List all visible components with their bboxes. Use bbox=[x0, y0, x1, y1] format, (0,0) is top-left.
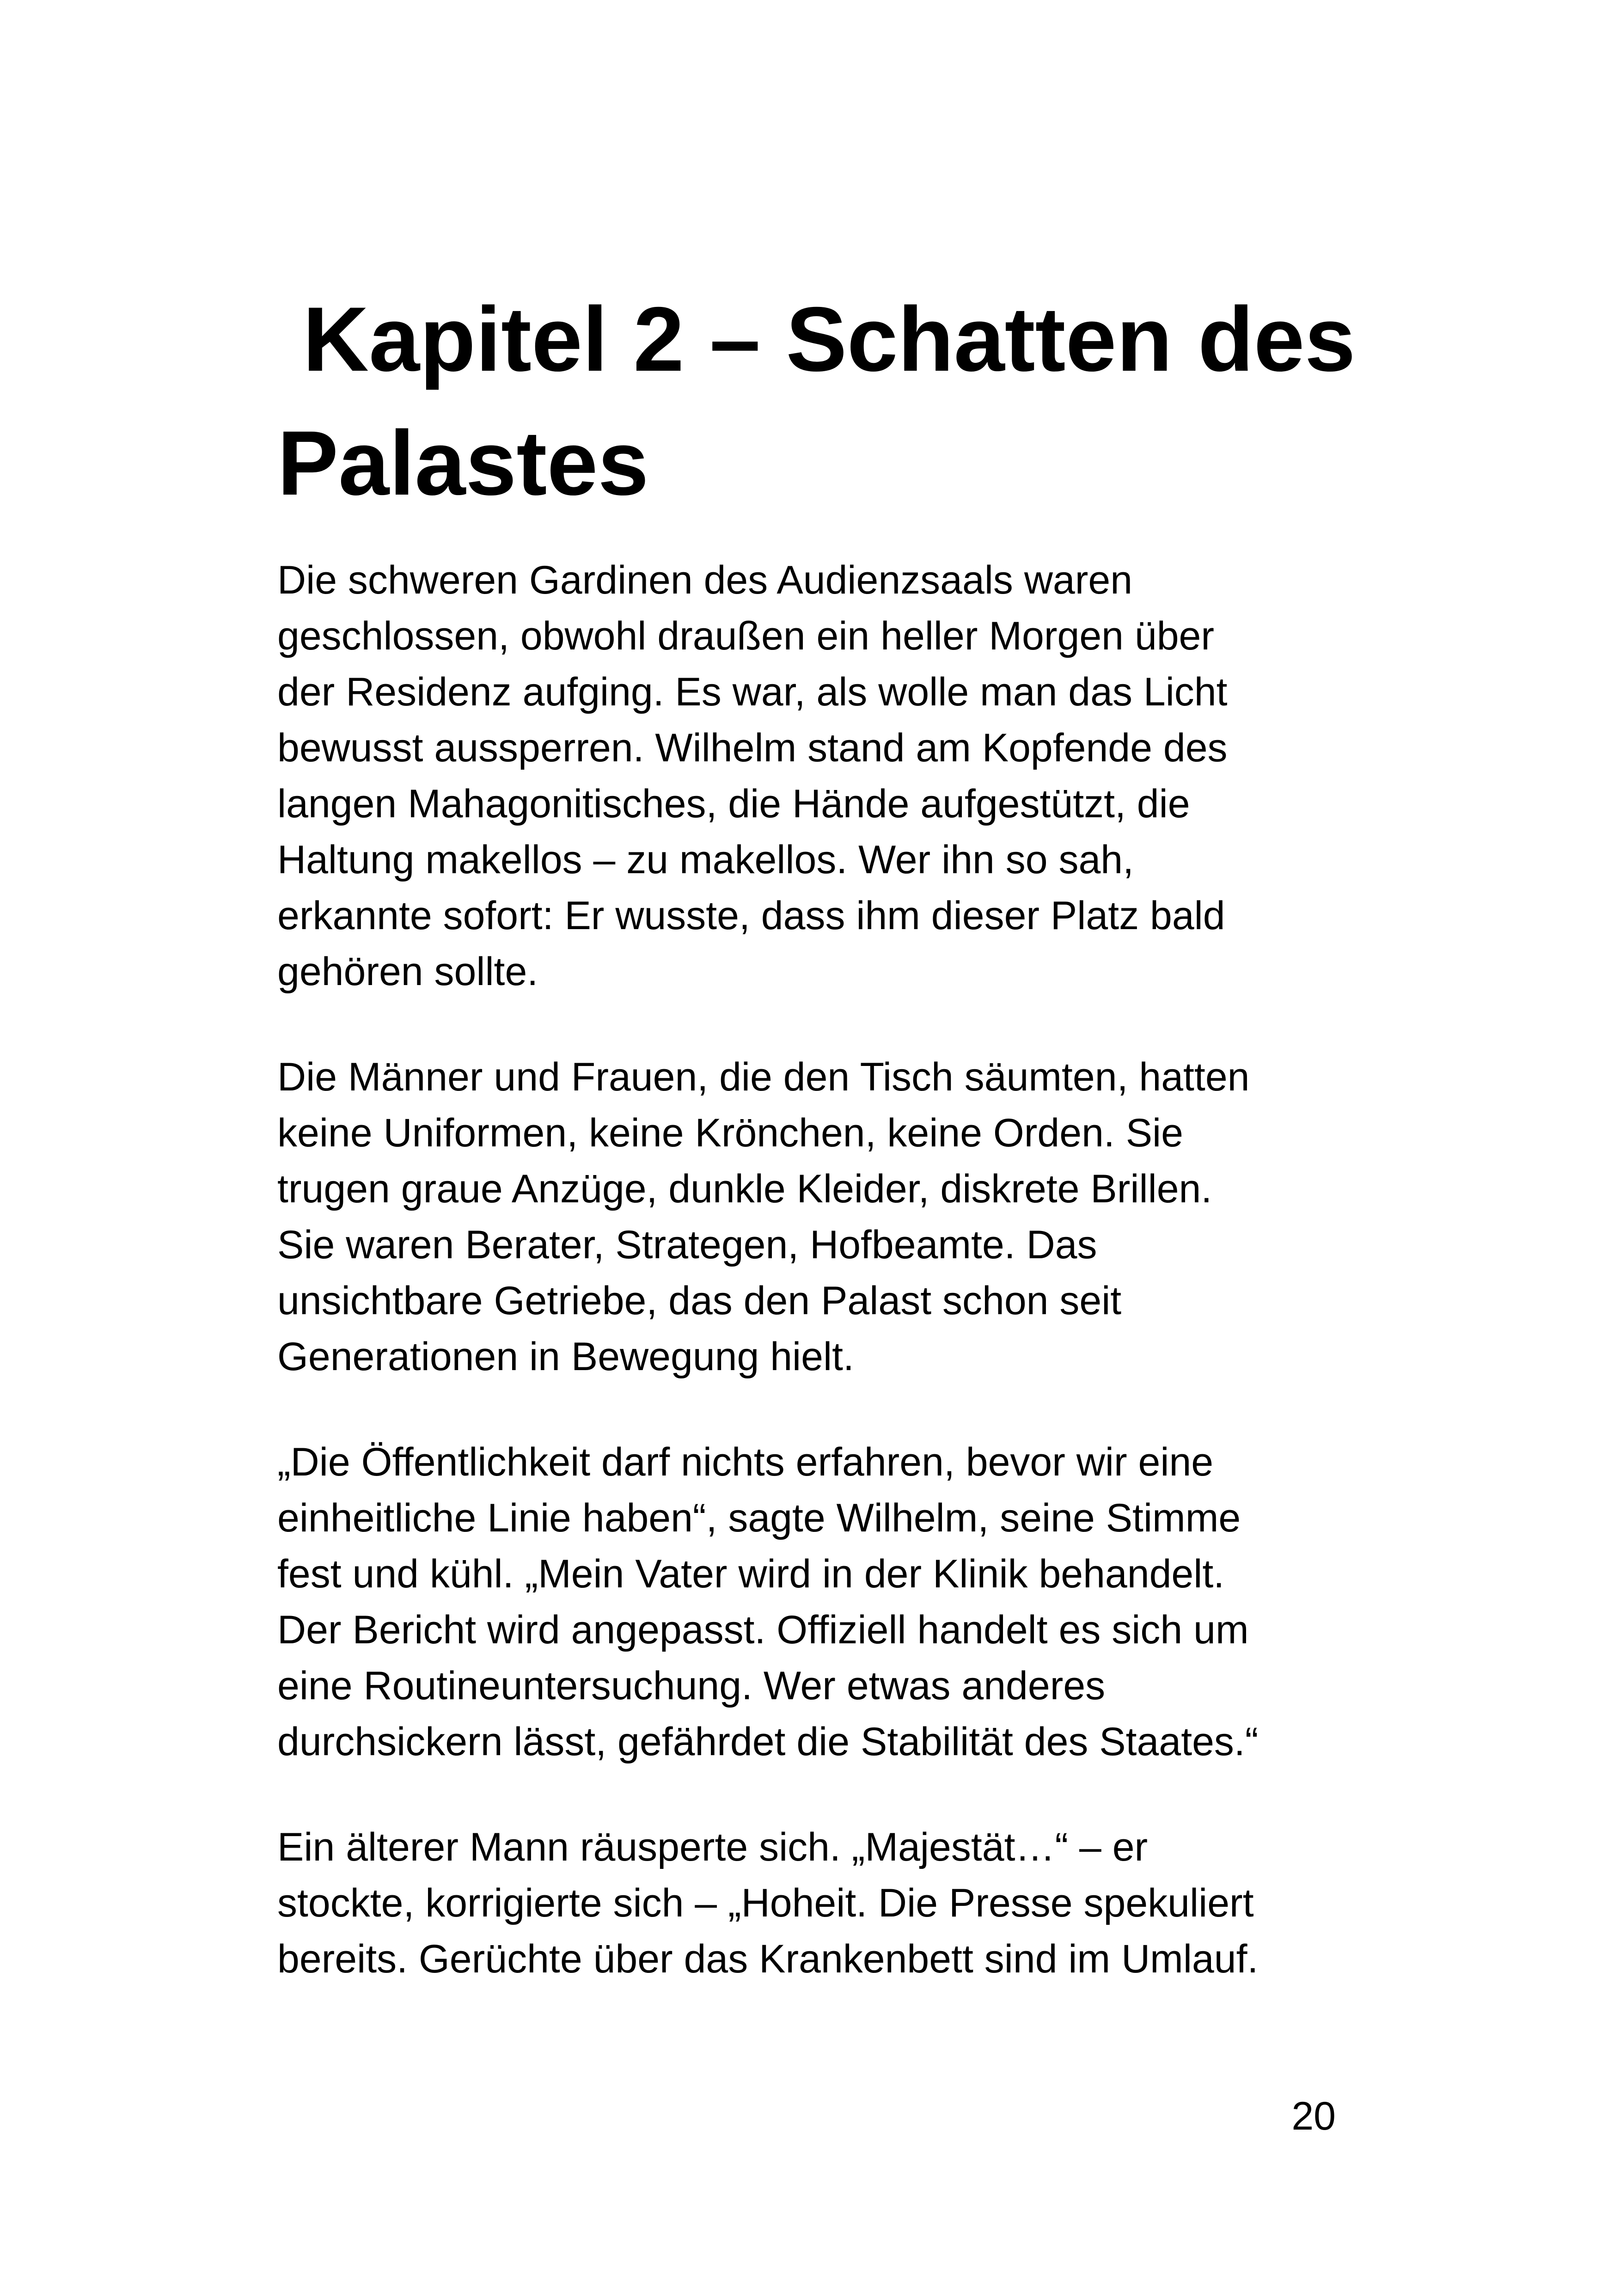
text-line: trugen graue Anzüge, dunkle Kleider, diskrete Brillen. bbox=[277, 1167, 1212, 1211]
text-line: bewusst aussperren. Wilhelm stand am Kopfende des bbox=[277, 726, 1228, 770]
paragraph bbox=[277, 552, 1377, 1000]
text-line: bereits. Gerüchte über das Krankenbett sind im Umlauf. bbox=[277, 1937, 1259, 1981]
text-line: Die schweren Gardinen des Audienzsaals waren bbox=[277, 558, 1133, 602]
text-line: „Die Öffentlichkeit darf nichts erfahren, bevor wir eine bbox=[277, 1440, 1214, 1484]
text-line: gehören sollte. bbox=[277, 949, 538, 994]
chapter-body bbox=[277, 552, 1377, 2037]
paragraph bbox=[277, 1819, 1377, 1987]
page-number: 20 bbox=[1291, 2094, 1336, 2138]
chapter-title-line: Palastes bbox=[277, 412, 649, 514]
text-line: eine Routineuntersuchung. Wer etwas anderes bbox=[277, 1664, 1106, 1708]
paragraph bbox=[277, 1434, 1377, 1770]
text-line: einheitliche Linie haben“, sagte Wilhelm, seine Stimme bbox=[277, 1496, 1241, 1540]
text-line: Der Bericht wird angepasst. Offiziell handelt es sich um bbox=[277, 1608, 1249, 1652]
text-line: langen Mahagonitisches, die Hände aufgestützt, die bbox=[277, 782, 1190, 826]
text-line: Ein älterer Mann räusperte sich. „Majestät…“ – er bbox=[277, 1825, 1148, 1869]
text-line: durchsickern lässt, gefährdet die Stabilität des Staates.“ bbox=[277, 1720, 1259, 1764]
text-line: Haltung makellos – zu makellos. Wer ihn so sah, bbox=[277, 838, 1134, 882]
chapter-title-line: Kapitel 2 – Schatten des bbox=[303, 288, 1356, 390]
chapter-title bbox=[277, 277, 1363, 525]
text-line: stockte, korrigierte sich – „Hoheit. Die Presse spekuliert bbox=[277, 1881, 1254, 1925]
text-line: Die Männer und Frauen, die den Tisch säumten, hatten bbox=[277, 1055, 1250, 1099]
text-line: fest und kühl. „Mein Vater wird in der Klinik behandelt. bbox=[277, 1552, 1225, 1596]
text-line: unsichtbare Getriebe, das den Palast schon seit bbox=[277, 1279, 1122, 1323]
paragraph bbox=[277, 1049, 1377, 1385]
text-line: Sie waren Berater, Strategen, Hofbeamte. Das bbox=[277, 1223, 1097, 1267]
text-line: geschlossen, obwohl draußen ein heller Morgen über bbox=[277, 614, 1215, 658]
text-line: erkannte sofort: Er wusste, dass ihm dieser Platz bald bbox=[277, 894, 1225, 938]
text-line: Generationen in Bewegung hielt. bbox=[277, 1335, 854, 1379]
text-line: der Residenz aufging. Es war, als wolle man das Licht bbox=[277, 670, 1228, 714]
text-line: keine Uniformen, keine Krönchen, keine Orden. Sie bbox=[277, 1111, 1183, 1155]
